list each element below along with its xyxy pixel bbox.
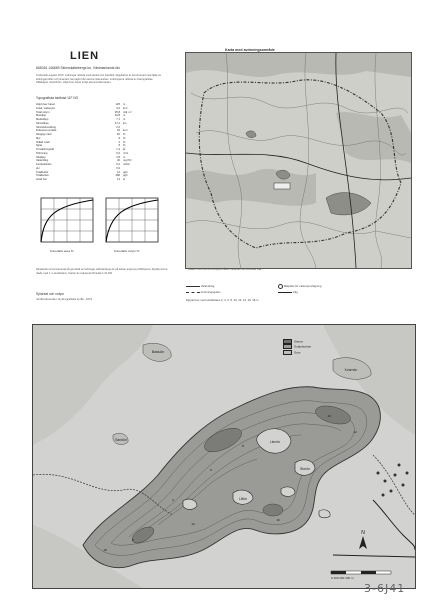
stats-label: pH: [36, 166, 40, 170]
north-label: N: [361, 530, 365, 536]
depth-label: 6: [210, 468, 212, 472]
stats-unit: µg/l: [123, 174, 128, 178]
stats-unit: mS/m: [123, 163, 131, 166]
stats-value: 14: [117, 178, 120, 181]
archive-stamp: 3-6J41: [364, 582, 406, 595]
stats-label: Sjöar: [36, 144, 43, 148]
legend-label: Gyttjebottnar: [294, 344, 312, 349]
stats-unit: m: [123, 114, 126, 118]
stats-label: Areal, vattenyta: [36, 106, 55, 110]
stats-unit: mg Pt/l: [123, 159, 132, 163]
volume-chart-xlabel: Kumulativ volym %: [114, 249, 140, 253]
stats-row: [36, 178, 166, 182]
stats-label: Medeldjup: [36, 118, 49, 121]
stats-label: Konduktivitet: [36, 163, 52, 166]
stats-value: 1,4: [116, 148, 120, 151]
lake-title: LIEN: [70, 50, 100, 62]
stats-value: 480: [115, 174, 120, 178]
stats-table: [36, 103, 166, 182]
depth-map-drawing: [33, 325, 415, 588]
legend-swatch: [283, 350, 292, 355]
hypsographic-charts: [40, 196, 176, 256]
symbol-catchment-border: Avrinningsgräns: [186, 290, 221, 294]
stats-label: Totalfosfor: [36, 170, 49, 174]
stats-value: 12: [117, 170, 120, 174]
depth-label: 2: [132, 538, 134, 542]
lake-id-line: 665316 146669 Skinnskattebergs kn, Västmanlands län: [36, 66, 120, 70]
stats-unit: m³/s: [123, 151, 129, 155]
dashed-line-icon: [186, 292, 200, 293]
island-6: [319, 510, 330, 518]
island-label: Storön: [300, 467, 310, 471]
stats-unit: km: [123, 121, 127, 125]
stats-value: 3,6: [116, 106, 120, 110]
legend-label: Stenar: [294, 339, 303, 344]
stats-unit: %: [123, 136, 126, 140]
stats-unit: %: [123, 133, 126, 136]
stats-label: Vattenfärg: [36, 159, 49, 163]
stats-label: Tillrinning: [36, 151, 48, 155]
stats-label: Odlad mark: [36, 140, 50, 144]
stats-label: Totalkväve: [36, 174, 49, 178]
stats-value: 6,9: [116, 166, 120, 170]
symbol-watercourse: Vattendrag: [186, 284, 214, 288]
stats-unit: km²: [123, 129, 128, 133]
stats-label: Skoglig mark: [36, 133, 52, 136]
stats-value: 32: [117, 129, 120, 133]
symbol-sampling-site: Mätplats för vattenprovtagning: [278, 284, 321, 289]
stats-unit: st: [123, 178, 126, 181]
legend-item: [283, 350, 329, 355]
methods-text: Djupkartan är konstruerad på grundval av lodningar utförda längs de på kartan angivna profillinjerna. Djupkurvorna ritade med 1 m ekvidistans. Kartan är reducerad till skala 1:10 000.: [36, 268, 168, 275]
scale-label: 0 100 200 300 m: [331, 576, 354, 580]
location-map-caption: Skala 1:100 000 Avrinningsområdet markerat med streckad linje: [188, 268, 262, 271]
stats-value: 81: [117, 133, 120, 136]
topo-map-label: Topografiska kartblad 11F NO: [36, 96, 79, 100]
depth-label: 10: [327, 414, 331, 418]
stats-value: 17,2: [114, 121, 120, 125]
stats-label: Strandutveckling: [36, 125, 56, 129]
stats-label: Strandlinje: [36, 121, 49, 125]
stats-unit: %: [123, 140, 126, 144]
stats-value: 25,8: [114, 110, 120, 114]
stats-label: Omsättningstid: [36, 148, 54, 151]
stats-value: 125: [115, 103, 120, 106]
island-label: Kvarnön: [344, 368, 358, 372]
legend-label: Grus: [294, 349, 301, 354]
road-line-icon: [278, 292, 292, 293]
island-4: [281, 487, 295, 496]
stats-label: Höjd över havet: [36, 103, 55, 106]
stats-label: Antal öar: [36, 178, 47, 181]
stats-value: 9: [118, 136, 120, 140]
circle-icon: [278, 284, 283, 289]
stats-value: 0,6: [116, 151, 120, 155]
area-chart-xlabel: Kumulativ area %: [50, 249, 74, 253]
stats-label: Myr: [36, 136, 41, 140]
stats-label: Total volym: [36, 110, 50, 114]
depth-map: [32, 324, 416, 589]
depth-label: 14: [191, 522, 195, 526]
depth-label: 18: [103, 548, 107, 552]
stats-value: 3,8: [116, 155, 120, 159]
legend-swatch: [283, 344, 292, 349]
stats-value: 40: [117, 159, 120, 163]
stats-unit: m: [123, 118, 126, 121]
stats-value: 2,6: [116, 125, 120, 129]
stats-label: Maxdjup: [36, 114, 47, 118]
depth-label: 12: [353, 430, 357, 434]
stats-unit: år: [123, 148, 126, 151]
stats-unit: m: [123, 103, 126, 106]
stats-value: 19,8: [114, 114, 120, 118]
depth-interval-line: Djupkurvor med ekvidistans 2, 4, 6, 8, 10, 12, 14, 16, 18 m: [186, 298, 259, 302]
area-curve-chart: [41, 198, 93, 242]
watercourse-line-icon: [186, 286, 200, 287]
stats-value: 6,2: [116, 163, 120, 166]
legend-swatch: [283, 339, 292, 344]
intro-text: Undersökt augusti 1970. Lodningar utförda med ekolod och handlod. Djupkartan är konstruerad med hjälp av lodningsprofiler och stranden har tagits från ekonomiska kartan. Lodningarna utförda av Kartografiska Sällskapet, Stockholm. Höjd över havet enligt ekonomiska kartan.: [36, 74, 162, 85]
stats-label: Dränerat område: [36, 129, 57, 133]
stats-unit: km²: [123, 106, 128, 110]
stats-unit: %: [123, 144, 126, 148]
volume-curve-chart: [106, 198, 158, 242]
depth-map-legend: [283, 339, 329, 355]
stats-unit: µg/l: [123, 170, 128, 174]
stats-value: 8: [118, 144, 120, 148]
depth-label: 4: [172, 498, 174, 502]
stats-unit: milj. m³: [123, 110, 132, 114]
island-label: Sandön: [115, 438, 127, 442]
stats-unit: m: [123, 155, 126, 159]
location-map: [185, 52, 412, 269]
symbol-road: Väg: [278, 290, 298, 294]
depth-label: 8: [242, 444, 244, 448]
island-label: Lienön: [269, 440, 281, 444]
stats-value: 7,1: [116, 118, 120, 121]
references-heading: Sjöareal och volym: [36, 292, 64, 296]
island-label: Lillön: [239, 497, 247, 501]
location-map-heading: Karta med avrinningsområde: [225, 48, 275, 52]
stats-value: 2: [118, 140, 120, 144]
stats-label: Siktdjup: [36, 155, 46, 159]
references-text: Jordbruksverket, Hydrografiska byrån, 1972.: [36, 297, 93, 301]
depth-label: 16: [276, 518, 280, 522]
island-label: Bastuön: [151, 350, 165, 354]
